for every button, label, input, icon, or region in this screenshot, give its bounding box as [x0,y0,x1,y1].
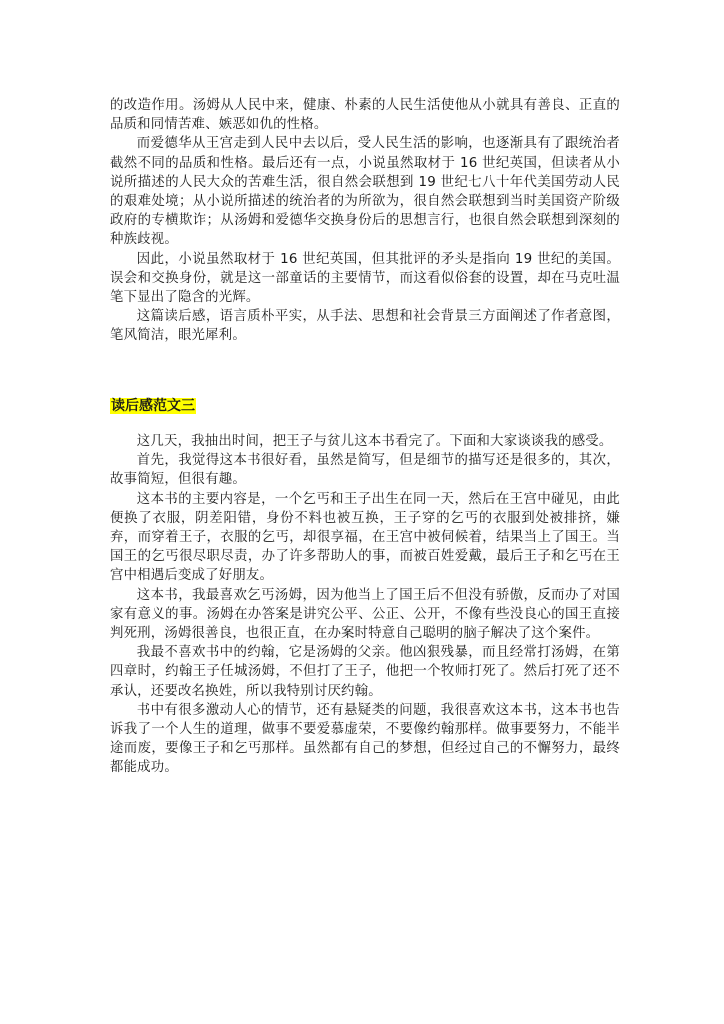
essay-body-continued [110,96,620,346]
paragraph: 而爱德华从王宫走到人民中去以后，受人民生活的影响，也逐渐具有了跟统治者截然不同的品质和性格。最后还有一点，小说虽然取材于 16 世纪英国，但读者从小说所描述的人民大众的苦难生活，很自然会联想到 19 世纪七八十年代美国劳动人民的艰难处境；从小说所描述的统治者的为所欲为，很自然会联想到当时美国资产阶级政府的专横欺诈；从汤姆和爱德华交换身份后的思想言行，也很自然会联想到深刻的种族歧视。 [110,136,620,248]
paragraph: 首先，我觉得这本书很好看，虽然是简写，但是细节的描写还是很多的，其次，故事简短，但很有趣。 [110,453,620,488]
paragraph: 的改造作用。汤姆从人民中来，健康、朴素的人民生活使他从小就具有善良、正直的品质和同情苦难、嫉恶如仇的性格。 [110,98,620,133]
paragraph: 这本书，我最喜欢乞丐汤姆，因为他当上了国王后不但没有骄傲，反而办了对国家有意义的事。汤姆在办答案是讲究公平、公正、公开，不像有些没良心的国王直接判死刑，汤姆很善良，也很正直，在办案时特意自己聪明的脑子解决了这个案件。 [110,587,620,642]
section-heading [110,396,196,416]
paragraph: 我最不喜欢书中的约翰，它是汤姆的父亲。他凶狠残暴，而且经常打汤姆，在第四章时，约翰王子任城汤姆，不但打了王子，他把一个牧师打死了。然后打死了还不承认，还要改名换姓，所以我特别讨厌约翰。 [110,645,620,699]
paragraph: 这篇读后感，语言质朴平实，从手法、思想和社会背景三方面阐述了作者意图，笔风简洁，眼光犀利。 [110,309,620,344]
essay-body-three [110,432,620,778]
highlighted-heading-text: 读后感范文三 [111,398,195,414]
paragraph: 这本书的主要内容是，一个乞丐和王子出生在同一天，然后在王宫中碰见，由此便换了衣服，阴差阳错，身份不料也被互换，王子穿的乞丐的衣服到处被排挤，嫌弃，而穿着王子，衣服的乞丐，却很享福，在王宫中被伺候着，结果当上了国王。当国王的乞丐很尽职尽责，办了许多帮助人的事，而被百姓爱戴，最后王子和乞丐在王宫中相遇后变成了好朋友。 [110,491,620,584]
paragraph: 书中有很多激动人心的情节，还有悬疑类的问题，我很喜欢这本书，这本书也告诉我了一个人生的道理，做事不要爱慕虚荣，不要像约翰那样。做事要努力，不能半途而废，要像王子和乞丐那样。虽然都有自己的梦想，但经过自己的不懈努力，最终都能成功。 [110,702,620,776]
paragraph: 因此，小说虽然取材于 16 世纪英国，但其批评的矛头是指向 19 世纪的美国。误会和交换身份，就是这一部童话的主要情节，而这看似俗套的设置，却在马克吐温笔下显出了隐含的光辉。 [110,251,620,306]
paragraph: 这几天，我抽出时间，把王子与贫儿这本书看完了。下面和大家谈谈我的感受。 [136,434,613,449]
